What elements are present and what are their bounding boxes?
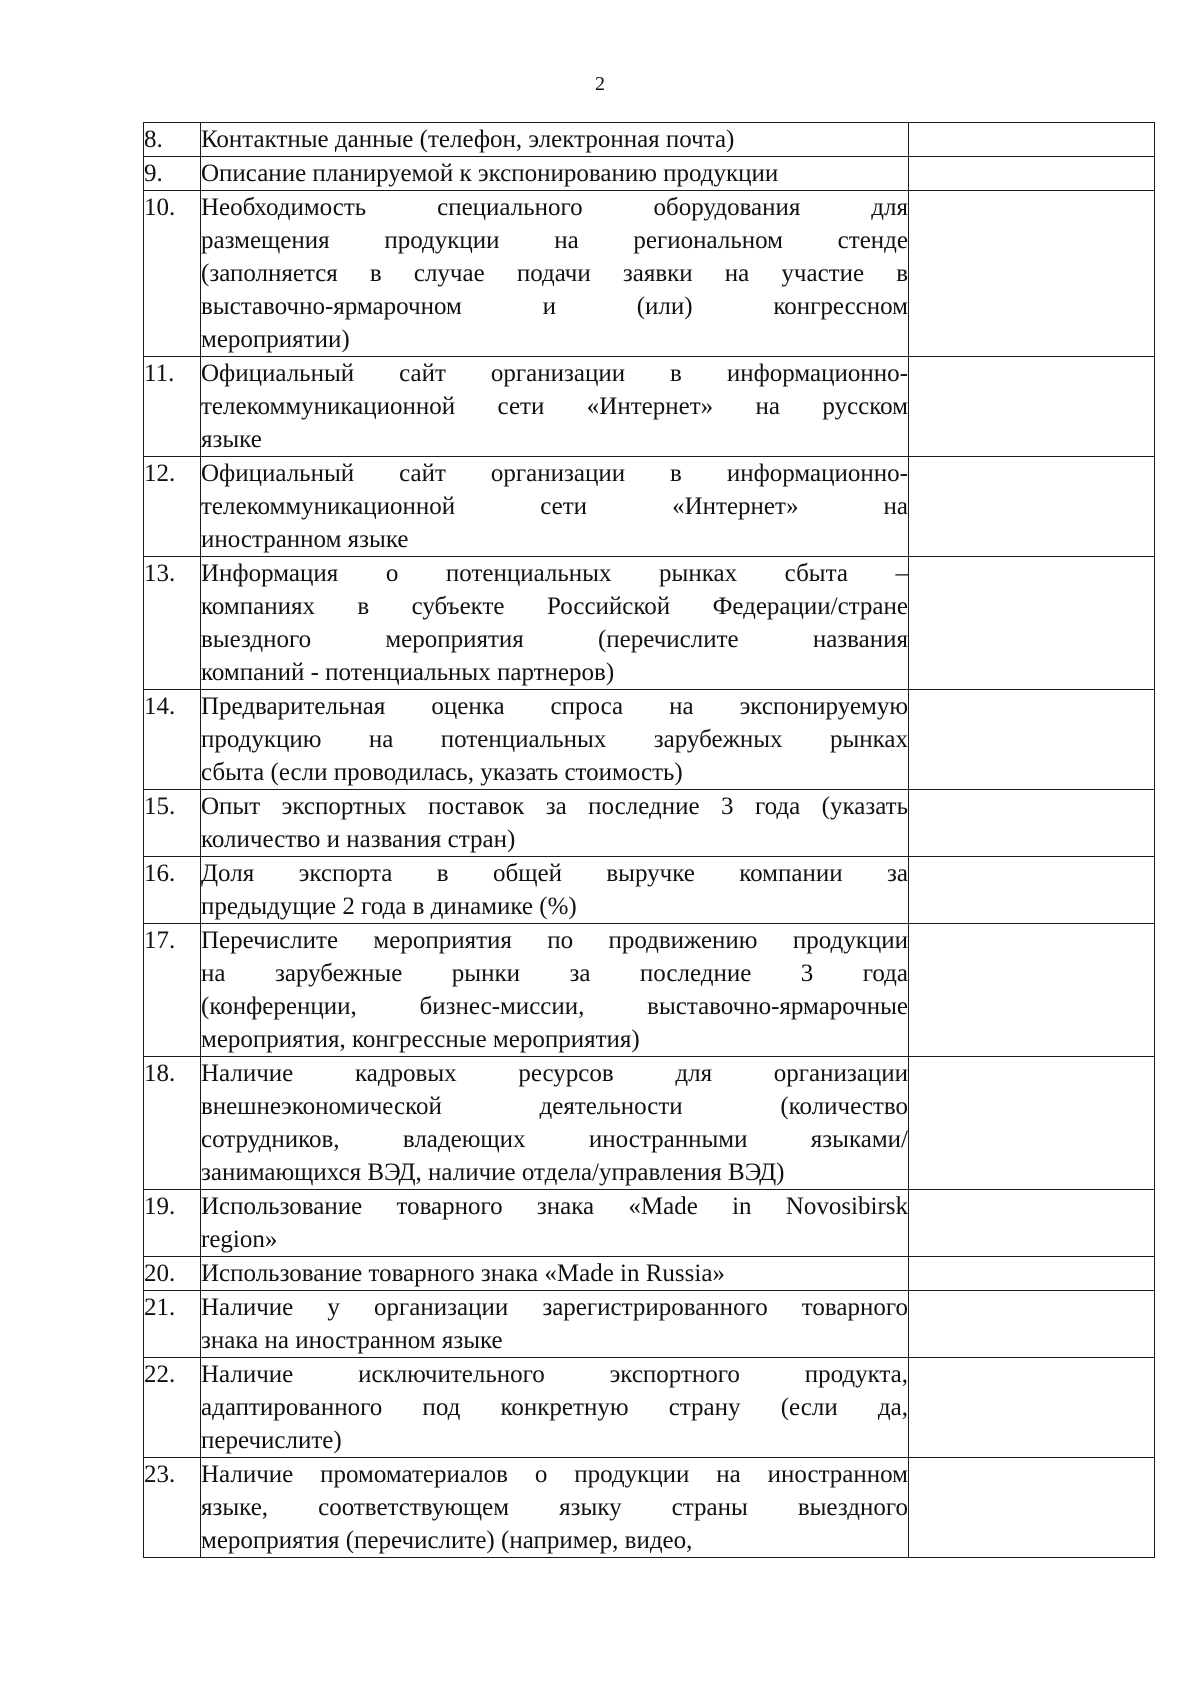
table-row: [144, 690, 1155, 790]
description-line: Использование товарного знака «Made in Novosibirsk: [201, 1193, 908, 1220]
table-row: [144, 123, 1155, 157]
row-number: 17.: [144, 924, 201, 1057]
row-description: [201, 191, 909, 357]
answer-cell[interactable]: [909, 357, 1155, 457]
description-line: знака на иностранном языке: [201, 1327, 503, 1354]
table-row: [144, 1358, 1155, 1458]
answer-cell[interactable]: [909, 790, 1155, 857]
table-row: [144, 1291, 1155, 1358]
description-line: Опыт экспортных поставок за последние 3 года (указать: [201, 793, 908, 820]
description-line: Описание планируемой к экспонированию продукции: [201, 160, 779, 187]
questionnaire-table: [143, 122, 1155, 1558]
description-line: сбыта (если проводилась, указать стоимость): [201, 759, 683, 786]
row-description: [201, 1057, 909, 1190]
table-row: [144, 1190, 1155, 1257]
answer-cell[interactable]: [909, 557, 1155, 690]
description-line: телекоммуникационной сети «Интернет» на: [201, 493, 908, 520]
table-row: [144, 191, 1155, 357]
description-line: мероприятия, конгрессные мероприятия): [201, 1026, 640, 1053]
description-line: Информация о потенциальных рынках сбыта –: [201, 560, 908, 587]
description-line: на зарубежные рынки за последние 3 года: [201, 960, 908, 987]
row-number: 16.: [144, 857, 201, 924]
row-description: [201, 157, 909, 191]
table-row: [144, 1257, 1155, 1291]
row-number: 15.: [144, 790, 201, 857]
description-line: перечислите): [201, 1427, 342, 1454]
answer-cell[interactable]: [909, 924, 1155, 1057]
description-line: мероприятии): [201, 326, 350, 353]
description-line: Наличие у организации зарегистрированного товарного: [201, 1294, 908, 1321]
description-line: (заполняется в случае подачи заявки на участие в: [201, 260, 908, 287]
description-line: Доля экспорта в общей выручке компании за: [201, 860, 908, 887]
description-line: предыдущие 2 года в динамике (%): [201, 893, 577, 920]
row-number: 12.: [144, 457, 201, 557]
row-number: 22.: [144, 1358, 201, 1458]
row-description: [201, 1458, 909, 1558]
description-line: Перечислите мероприятия по продвижению продукции: [201, 927, 908, 954]
description-line: Наличие промоматериалов о продукции на иностранном: [201, 1461, 908, 1488]
answer-cell[interactable]: [909, 1190, 1155, 1257]
description-line: телекоммуникационной сети «Интернет» на русском: [201, 393, 908, 420]
answer-cell[interactable]: [909, 1458, 1155, 1558]
table-row: [144, 157, 1155, 191]
description-line: выездного мероприятия (перечислите названия: [201, 626, 908, 653]
row-description: [201, 457, 909, 557]
row-number: 23.: [144, 1458, 201, 1558]
table-row: [144, 790, 1155, 857]
row-number: 18.: [144, 1057, 201, 1190]
page-number: 2: [595, 73, 605, 95]
description-line: (конференции, бизнес-миссии, выставочно-ярмарочные: [201, 993, 908, 1020]
row-number: 9.: [144, 157, 201, 191]
description-line: мероприятия (перечислите) (например, видео,: [201, 1527, 693, 1554]
answer-cell[interactable]: [909, 157, 1155, 191]
answer-cell[interactable]: [909, 1257, 1155, 1291]
row-number: 11.: [144, 357, 201, 457]
row-number: 8.: [144, 123, 201, 157]
row-description: [201, 357, 909, 457]
description-line: размещения продукции на региональном стенде: [201, 227, 908, 254]
description-line: компаниях в субъекте Российской Федерации/стране: [201, 593, 908, 620]
table-row: [144, 357, 1155, 457]
description-line: Предварительная оценка спроса на экспонируемую: [201, 693, 908, 720]
description-line: языке, соответствующем языку страны выездного: [201, 1494, 908, 1521]
description-line: адаптированного под конкретную страну (если да,: [201, 1394, 908, 1421]
description-line: внешнеэкономической деятельности (количество: [201, 1093, 908, 1120]
answer-cell[interactable]: [909, 1057, 1155, 1190]
row-number: 13.: [144, 557, 201, 690]
description-line: сотрудников, владеющих иностранными языками/: [201, 1126, 908, 1153]
answer-cell[interactable]: [909, 123, 1155, 157]
answer-cell[interactable]: [909, 690, 1155, 790]
row-description: [201, 924, 909, 1057]
description-line: Официальный сайт организации в информационно-: [201, 360, 908, 387]
row-description: [201, 123, 909, 157]
row-description: [201, 1358, 909, 1458]
description-line: компаний - потенциальных партнеров): [201, 659, 615, 686]
description-line: Наличие кадровых ресурсов для организации: [201, 1060, 908, 1087]
table-row: [144, 557, 1155, 690]
description-line: языке: [201, 426, 262, 453]
table-row: [144, 924, 1155, 1057]
row-description: [201, 1257, 909, 1291]
row-description: [201, 790, 909, 857]
description-line: выставочно-ярмарочном и (или) конгрессном: [201, 293, 908, 320]
row-number: 21.: [144, 1291, 201, 1358]
description-line: Контактные данные (телефон, электронная почта): [201, 126, 735, 153]
row-number: 10.: [144, 191, 201, 357]
description-line: продукцию на потенциальных зарубежных рынках: [201, 726, 908, 753]
description-line: занимающихся ВЭД, наличие отдела/управления ВЭД): [201, 1159, 785, 1186]
answer-cell[interactable]: [909, 1358, 1155, 1458]
table-row: [144, 1057, 1155, 1190]
description-line: Использование товарного знака «Made in Russia»: [201, 1260, 725, 1287]
row-number: 20.: [144, 1257, 201, 1291]
table-row: [144, 457, 1155, 557]
row-number: 14.: [144, 690, 201, 790]
table-row: [144, 1458, 1155, 1558]
answer-cell[interactable]: [909, 457, 1155, 557]
questionnaire-table-body: [144, 123, 1155, 1558]
description-line: количество и названия стран): [201, 826, 516, 853]
answer-cell[interactable]: [909, 1291, 1155, 1358]
row-description: [201, 857, 909, 924]
table-row: [144, 857, 1155, 924]
description-line: region»: [201, 1226, 278, 1253]
row-description: [201, 690, 909, 790]
description-line: Необходимость специального оборудования для: [201, 194, 908, 221]
answer-cell[interactable]: [909, 857, 1155, 924]
row-description: [201, 1291, 909, 1358]
description-line: иностранном языке: [201, 526, 409, 553]
row-description: [201, 557, 909, 690]
answer-cell[interactable]: [909, 191, 1155, 357]
row-description: [201, 1190, 909, 1257]
description-line: Официальный сайт организации в информационно-: [201, 460, 908, 487]
description-line: Наличие исключительного экспортного продукта,: [201, 1361, 908, 1388]
row-number: 19.: [144, 1190, 201, 1257]
